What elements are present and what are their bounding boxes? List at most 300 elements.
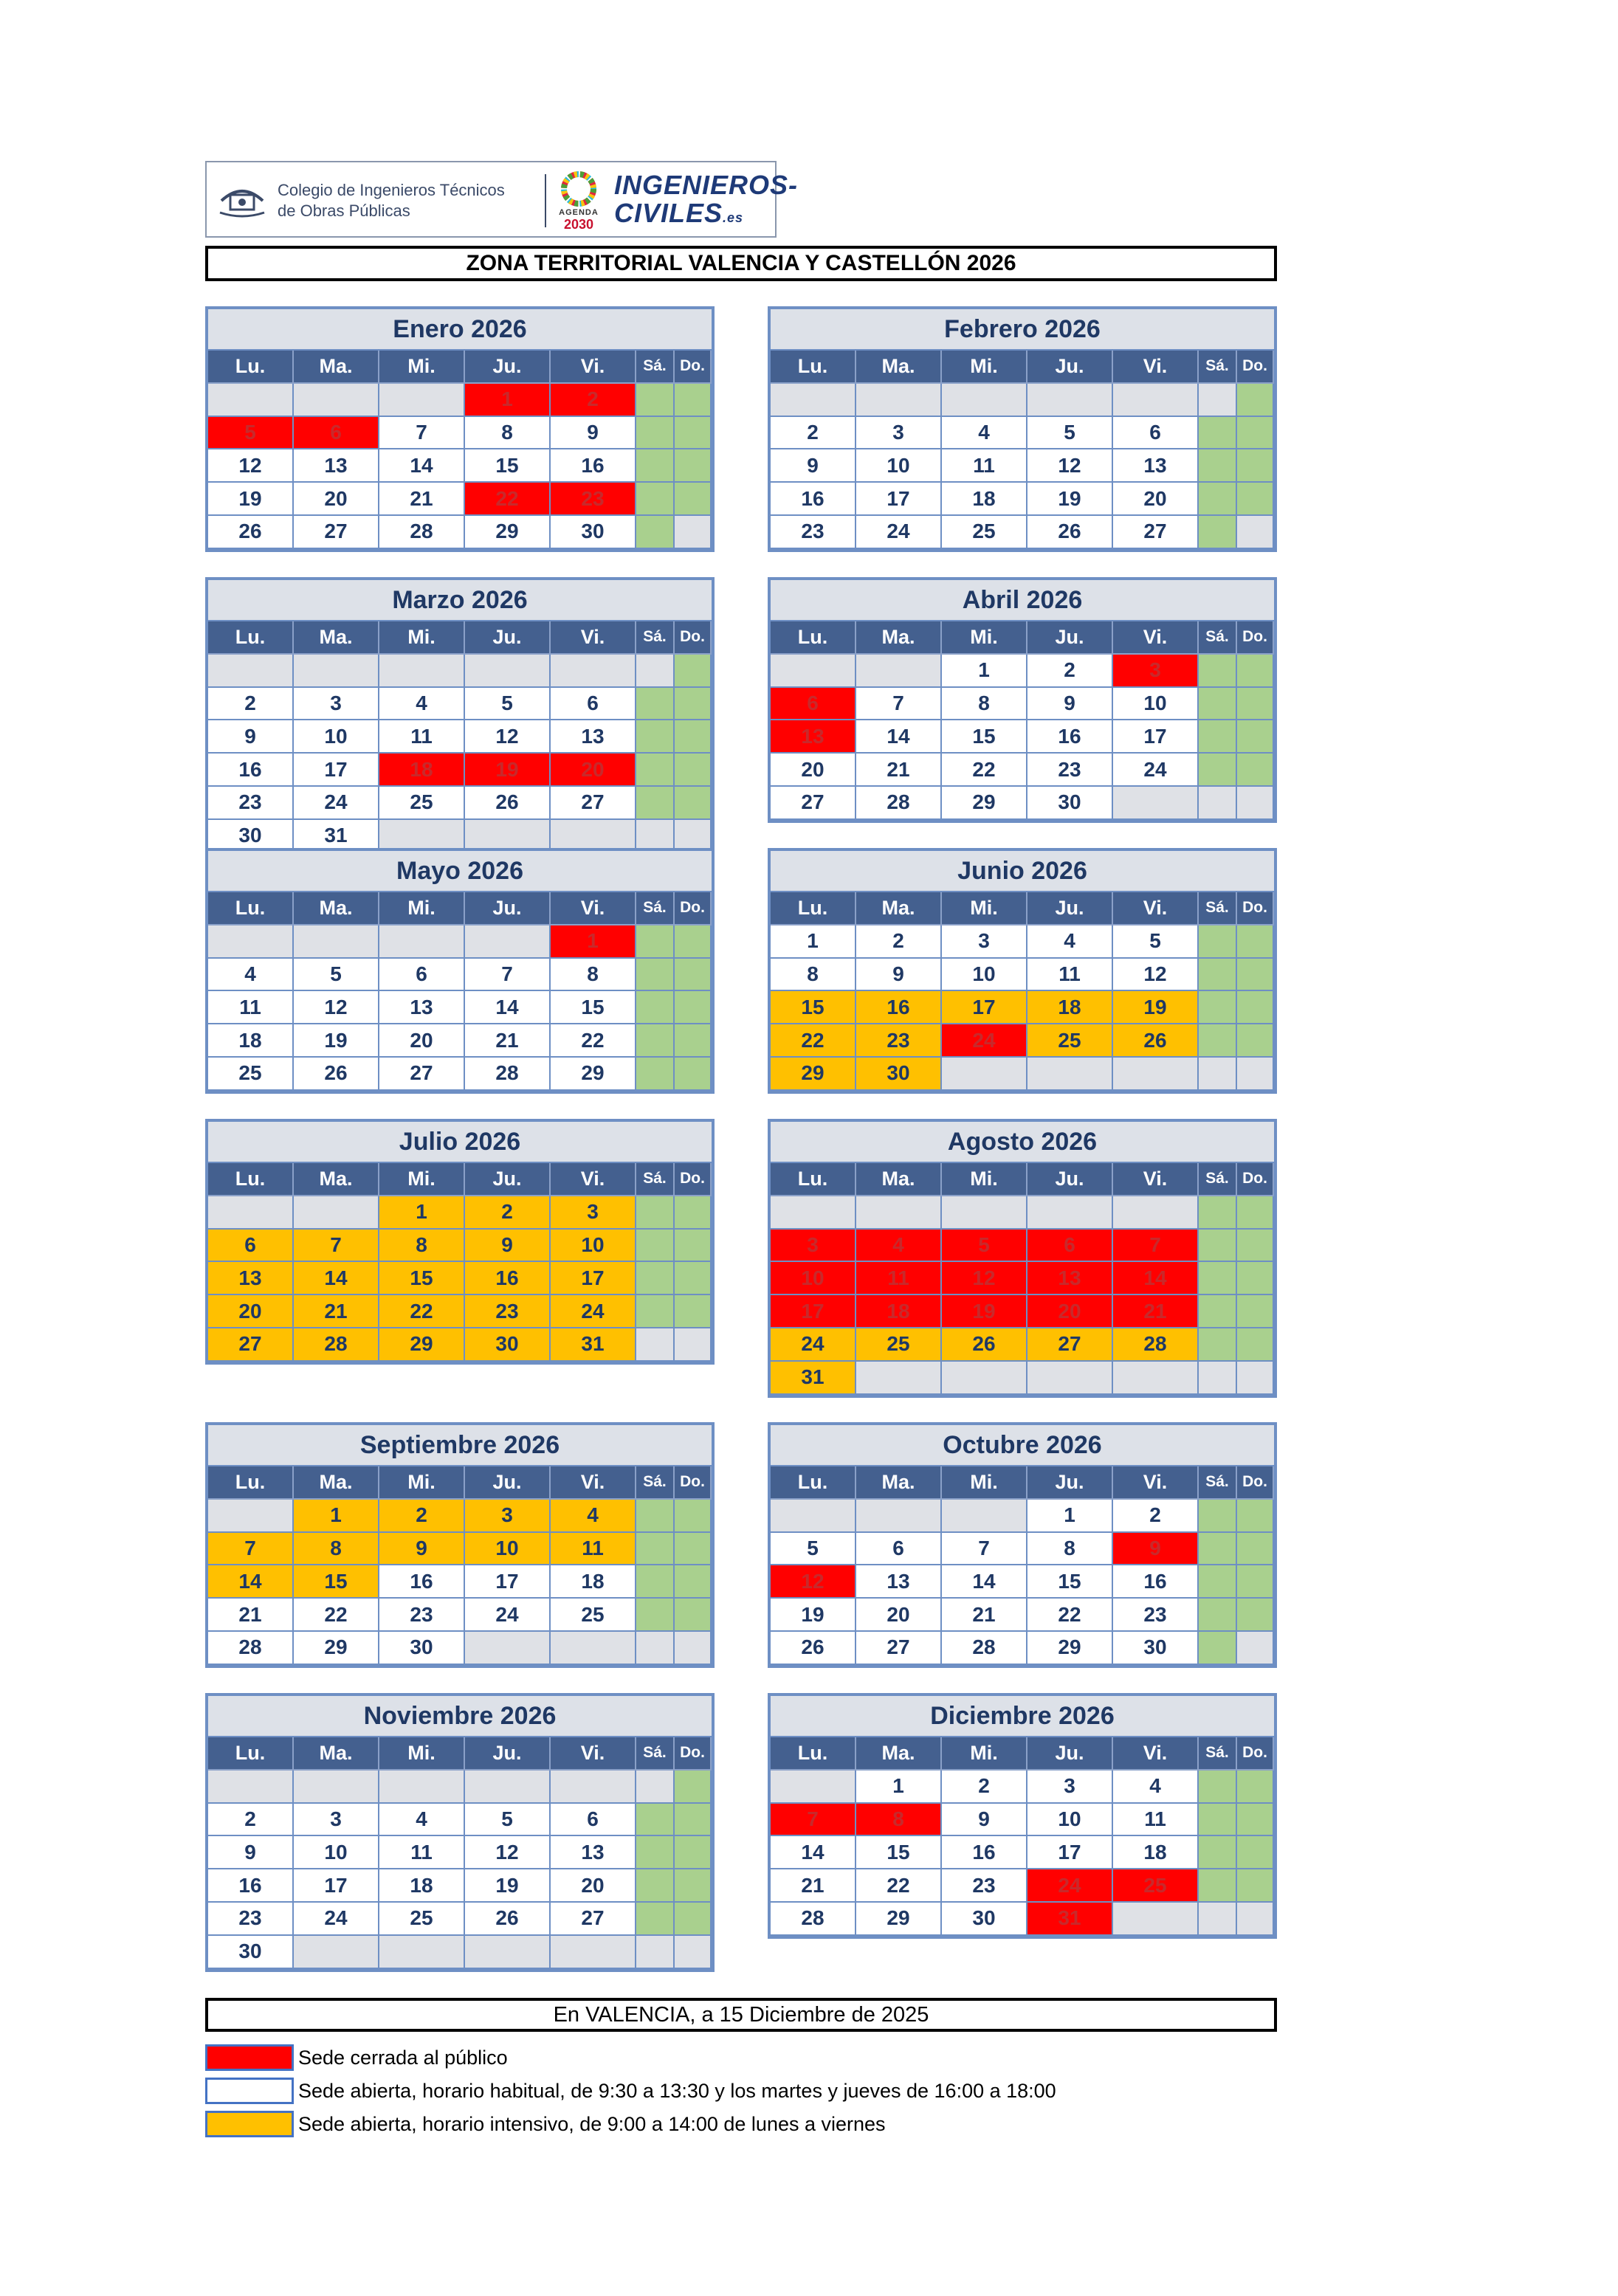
- weekend-cell: [675, 1295, 712, 1328]
- weekend-cell: [636, 1230, 675, 1263]
- day-cell: 16: [208, 754, 294, 787]
- day-cell: 22: [1027, 1599, 1113, 1632]
- day-cell: 26: [294, 1058, 379, 1091]
- weekday-header: Mi.: [379, 1466, 465, 1500]
- weekday-header: Mi.: [942, 1466, 1027, 1500]
- weekday-header: Ju.: [1027, 351, 1113, 384]
- day-cell: 2: [379, 1500, 465, 1533]
- weekend-cell: [675, 417, 712, 450]
- weekend-cell: [1237, 925, 1274, 959]
- day-cell: 18: [942, 483, 1027, 516]
- empty-day-cell: [771, 384, 856, 417]
- empty-day-cell: [1027, 1058, 1113, 1091]
- empty-day-cell: [1199, 384, 1237, 417]
- day-cell: 18: [551, 1565, 636, 1599]
- day-cell: 9: [1027, 688, 1113, 721]
- day-cell: 9: [856, 959, 942, 992]
- day-cell: 3: [771, 1230, 856, 1263]
- day-cell: 17: [294, 754, 379, 787]
- day-cell: 24: [294, 787, 379, 820]
- day-cell: 6: [1113, 417, 1199, 450]
- day-cell: 20: [771, 754, 856, 787]
- day-cell: 30: [551, 516, 636, 549]
- day-cell: 7: [379, 417, 465, 450]
- day-cell: 6: [379, 959, 465, 992]
- day-cell: 7: [771, 1804, 856, 1837]
- day-cell: 28: [465, 1058, 551, 1091]
- weekend-cell: [675, 1903, 712, 1936]
- weekday-header: Ju.: [465, 892, 551, 925]
- day-cell: 5: [942, 1230, 1027, 1263]
- day-cell: 13: [856, 1565, 942, 1599]
- day-cell: 3: [942, 925, 1027, 959]
- day-cell: 27: [551, 787, 636, 820]
- month-title: Junio 2026: [771, 851, 1274, 892]
- empty-day-cell: [942, 1362, 1027, 1395]
- weekday-header: Ma.: [294, 351, 379, 384]
- day-cell: 28: [856, 787, 942, 820]
- day-cell: 30: [942, 1903, 1027, 1936]
- day-cell: 21: [856, 754, 942, 787]
- legend-text: Sede abierta, horario habitual, de 9:30 a 13:30 y los martes y jueves de 16:00 a 18:00: [298, 2080, 1056, 2102]
- day-cell: 1: [856, 1771, 942, 1804]
- weekend-cell: [675, 991, 712, 1024]
- empty-day-cell: [856, 1362, 942, 1395]
- day-cell: 15: [465, 449, 551, 483]
- empty-day-cell: [1199, 1362, 1237, 1395]
- empty-day-cell: [379, 1771, 465, 1804]
- empty-day-cell: [208, 384, 294, 417]
- weekday-header: Sá.: [1199, 1163, 1237, 1196]
- day-cell: 24: [856, 516, 942, 549]
- day-cell: 21: [942, 1599, 1027, 1632]
- day-cell: 12: [1027, 449, 1113, 483]
- month-calendar: [205, 1422, 715, 1668]
- day-cell: 9: [771, 449, 856, 483]
- weekend-cell: [636, 449, 675, 483]
- month-title: Diciembre 2026: [771, 1696, 1274, 1737]
- weekend-cell: [675, 925, 712, 959]
- org-name-line2: de Obras Públicas: [278, 201, 410, 220]
- day-cell: 5: [465, 1804, 551, 1837]
- weekday-header: Ju.: [465, 1466, 551, 1500]
- day-cell: 8: [856, 1804, 942, 1837]
- day-cell: 24: [294, 1903, 379, 1936]
- day-cell: 15: [771, 991, 856, 1024]
- legend-text: Sede abierta, horario intensivo, de 9:00 a 14:00 de lunes a viernes: [298, 2113, 886, 2135]
- day-cell: 1: [465, 384, 551, 417]
- day-cell: 17: [771, 1295, 856, 1328]
- weekend-cell: [1237, 655, 1274, 688]
- empty-day-cell: [1199, 1058, 1237, 1091]
- day-cell: 23: [771, 516, 856, 549]
- weekday-header: Mi.: [379, 621, 465, 655]
- empty-day-cell: [771, 655, 856, 688]
- empty-day-cell: [856, 1196, 942, 1230]
- day-cell: 4: [1027, 925, 1113, 959]
- weekday-header: Vi.: [551, 351, 636, 384]
- empty-day-cell: [1113, 1058, 1199, 1091]
- weekend-cell: [1237, 1262, 1274, 1295]
- weekday-header: Mi.: [379, 351, 465, 384]
- weekend-cell: [636, 1836, 675, 1869]
- weekend-cell: [636, 925, 675, 959]
- weekday-header: Sá.: [1199, 1737, 1237, 1771]
- day-cell: 23: [465, 1295, 551, 1328]
- legend-swatch: [205, 2111, 294, 2137]
- month-day-grid: [771, 1466, 1274, 1665]
- weekday-header: Mi.: [379, 1163, 465, 1196]
- day-cell: 23: [856, 1024, 942, 1058]
- day-cell: 15: [1027, 1565, 1113, 1599]
- month-calendar: [205, 848, 715, 1094]
- day-cell: 16: [1113, 1565, 1199, 1599]
- weekend-cell: [675, 483, 712, 516]
- empty-day-cell: [636, 655, 675, 688]
- day-cell: 3: [551, 1196, 636, 1230]
- empty-day-cell: [856, 1500, 942, 1533]
- day-cell: 5: [208, 417, 294, 450]
- weekend-cell: [636, 417, 675, 450]
- day-cell: 22: [771, 1024, 856, 1058]
- day-cell: 31: [294, 820, 379, 853]
- day-cell: 11: [379, 1836, 465, 1869]
- day-cell: 12: [1113, 959, 1199, 992]
- month-title: Julio 2026: [208, 1122, 712, 1163]
- month-day-grid: [208, 1737, 712, 1969]
- day-cell: 26: [208, 516, 294, 549]
- weekday-header: Mi.: [942, 351, 1027, 384]
- day-cell: 11: [379, 720, 465, 754]
- day-cell: 29: [856, 1903, 942, 1936]
- day-cell: 4: [208, 959, 294, 992]
- day-cell: 13: [771, 720, 856, 754]
- weekday-header: Ju.: [465, 1737, 551, 1771]
- day-cell: 17: [551, 1262, 636, 1295]
- month-day-grid: [771, 892, 1274, 1091]
- weekend-cell: [675, 1230, 712, 1263]
- day-cell: 21: [208, 1599, 294, 1632]
- empty-day-cell: [942, 1196, 1027, 1230]
- weekday-header: Ma.: [294, 892, 379, 925]
- day-cell: 2: [465, 1196, 551, 1230]
- day-cell: 2: [942, 1771, 1027, 1804]
- day-cell: 30: [1113, 1632, 1199, 1665]
- day-cell: 19: [942, 1295, 1027, 1328]
- day-cell: 9: [208, 1836, 294, 1869]
- day-cell: 10: [294, 1836, 379, 1869]
- day-cell: 30: [379, 1632, 465, 1665]
- legend-swatch: [205, 2078, 294, 2104]
- month-title: Septiembre 2026: [208, 1425, 712, 1466]
- empty-day-cell: [379, 384, 465, 417]
- day-cell: 21: [771, 1869, 856, 1903]
- weekend-cell: [636, 1869, 675, 1903]
- org-name: [278, 180, 505, 221]
- weekend-cell: [636, 1024, 675, 1058]
- weekday-header: Ma.: [856, 1737, 942, 1771]
- empty-day-cell: [1199, 1903, 1237, 1936]
- weekend-cell: [1199, 1804, 1237, 1837]
- day-cell: 28: [294, 1328, 379, 1362]
- weekday-header: Do.: [1237, 351, 1274, 384]
- day-cell: 20: [1027, 1295, 1113, 1328]
- weekday-header: Vi.: [551, 1466, 636, 1500]
- day-cell: 6: [771, 688, 856, 721]
- weekend-cell: [1199, 1230, 1237, 1263]
- day-cell: 1: [551, 925, 636, 959]
- weekday-header: Sá.: [636, 351, 675, 384]
- weekday-header: Sá.: [636, 621, 675, 655]
- empty-day-cell: [675, 1328, 712, 1362]
- day-cell: 3: [294, 1804, 379, 1837]
- empty-day-cell: [551, 1632, 636, 1665]
- month-day-grid: [208, 892, 712, 1091]
- day-cell: 1: [942, 655, 1027, 688]
- day-cell: 6: [856, 1533, 942, 1566]
- day-cell: 6: [551, 1804, 636, 1837]
- day-cell: 26: [771, 1632, 856, 1665]
- weekday-header: Lu.: [208, 1737, 294, 1771]
- weekday-header: Lu.: [771, 1737, 856, 1771]
- day-cell: 16: [465, 1262, 551, 1295]
- weekday-header: Lu.: [208, 621, 294, 655]
- weekday-header: Sá.: [1199, 1466, 1237, 1500]
- month-title: Febrero 2026: [771, 309, 1274, 351]
- day-cell: 11: [208, 991, 294, 1024]
- weekend-cell: [636, 720, 675, 754]
- empty-day-cell: [675, 1632, 712, 1665]
- day-cell: 14: [771, 1836, 856, 1869]
- weekend-cell: [636, 1599, 675, 1632]
- day-cell: 10: [771, 1262, 856, 1295]
- day-cell: 1: [1027, 1500, 1113, 1533]
- weekday-header: Lu.: [771, 892, 856, 925]
- weekday-header: Mi.: [379, 1737, 465, 1771]
- day-cell: 17: [1113, 720, 1199, 754]
- empty-day-cell: [1237, 1058, 1274, 1091]
- empty-day-cell: [465, 655, 551, 688]
- day-cell: 8: [942, 688, 1027, 721]
- day-cell: 9: [551, 417, 636, 450]
- day-cell: 13: [1113, 449, 1199, 483]
- day-cell: 19: [1113, 991, 1199, 1024]
- weekend-cell: [1199, 417, 1237, 450]
- brand-logo: [614, 171, 798, 232]
- day-cell: 16: [1027, 720, 1113, 754]
- day-cell: 23: [208, 787, 294, 820]
- day-cell: 16: [379, 1565, 465, 1599]
- day-cell: 11: [1113, 1804, 1199, 1837]
- day-cell: 4: [379, 1804, 465, 1837]
- weekend-cell: [1199, 1295, 1237, 1328]
- day-cell: 9: [208, 720, 294, 754]
- day-cell: 3: [465, 1500, 551, 1533]
- empty-day-cell: [465, 1771, 551, 1804]
- college-emblem-icon: [217, 179, 267, 220]
- month-calendar: [768, 306, 1277, 552]
- empty-day-cell: [465, 925, 551, 959]
- month-title: Enero 2026: [208, 309, 712, 351]
- day-cell: 21: [465, 1024, 551, 1058]
- weekday-header: Lu.: [771, 621, 856, 655]
- day-cell: 20: [856, 1599, 942, 1632]
- day-cell: 28: [379, 516, 465, 549]
- page-title: ZONA TERRITORIAL VALENCIA Y CASTELLÓN 2026: [205, 246, 1277, 281]
- empty-day-cell: [551, 655, 636, 688]
- day-cell: 18: [1027, 991, 1113, 1024]
- empty-day-cell: [1027, 1362, 1113, 1395]
- month-day-grid: [771, 351, 1274, 549]
- day-cell: 18: [856, 1295, 942, 1328]
- day-cell: 7: [208, 1533, 294, 1566]
- weekday-header: Do.: [675, 1163, 712, 1196]
- day-cell: 25: [208, 1058, 294, 1091]
- day-cell: 10: [465, 1533, 551, 1566]
- day-cell: 25: [856, 1328, 942, 1362]
- day-cell: 23: [942, 1869, 1027, 1903]
- day-cell: 14: [942, 1565, 1027, 1599]
- empty-day-cell: [551, 1771, 636, 1804]
- day-cell: 2: [1113, 1500, 1199, 1533]
- weekday-header: Ju.: [1027, 892, 1113, 925]
- weekend-cell: [1199, 1869, 1237, 1903]
- weekend-cell: [636, 959, 675, 992]
- month-day-grid: [208, 1466, 712, 1665]
- day-cell: 16: [208, 1869, 294, 1903]
- day-cell: 13: [294, 449, 379, 483]
- day-cell: 28: [771, 1903, 856, 1936]
- weekend-cell: [1237, 1328, 1274, 1362]
- weekend-cell: [1237, 1804, 1274, 1837]
- weekday-header: Vi.: [1113, 1466, 1199, 1500]
- weekend-cell: [675, 1565, 712, 1599]
- day-cell: 9: [942, 1804, 1027, 1837]
- day-cell: 19: [1027, 483, 1113, 516]
- month-title: Agosto 2026: [771, 1122, 1274, 1163]
- day-cell: 15: [379, 1262, 465, 1295]
- weekend-cell: [636, 384, 675, 417]
- empty-day-cell: [636, 1936, 675, 1969]
- day-cell: 16: [856, 991, 942, 1024]
- day-cell: 5: [1027, 417, 1113, 450]
- day-cell: 8: [294, 1533, 379, 1566]
- day-cell: 3: [856, 417, 942, 450]
- weekday-header: Sá.: [1199, 621, 1237, 655]
- empty-day-cell: [1113, 1196, 1199, 1230]
- day-cell: 24: [771, 1328, 856, 1362]
- day-cell: 20: [551, 754, 636, 787]
- day-cell: 26: [942, 1328, 1027, 1362]
- empty-day-cell: [379, 925, 465, 959]
- day-cell: 11: [942, 449, 1027, 483]
- day-cell: 12: [465, 720, 551, 754]
- empty-day-cell: [465, 1936, 551, 1969]
- day-cell: 15: [294, 1565, 379, 1599]
- month-calendar: [768, 577, 1277, 823]
- day-cell: 1: [379, 1196, 465, 1230]
- empty-day-cell: [942, 1500, 1027, 1533]
- empty-day-cell: [294, 1936, 379, 1969]
- day-cell: 6: [208, 1230, 294, 1263]
- day-cell: 5: [1113, 925, 1199, 959]
- weekday-header: Lu.: [208, 1466, 294, 1500]
- weekday-header: Vi.: [551, 892, 636, 925]
- day-cell: 25: [1113, 1869, 1199, 1903]
- day-cell: 6: [1027, 1230, 1113, 1263]
- day-cell: 29: [942, 787, 1027, 820]
- brand-name-2: CIVILES: [614, 198, 723, 228]
- weekend-cell: [1199, 1836, 1237, 1869]
- day-cell: 7: [294, 1230, 379, 1263]
- empty-day-cell: [208, 1771, 294, 1804]
- weekday-header: Ma.: [294, 621, 379, 655]
- day-cell: 11: [551, 1533, 636, 1566]
- empty-day-cell: [1237, 1632, 1274, 1665]
- weekend-cell: [636, 516, 675, 549]
- month-calendar: [205, 306, 715, 552]
- day-cell: 4: [379, 688, 465, 721]
- day-cell: 25: [942, 516, 1027, 549]
- weekend-cell: [636, 1500, 675, 1533]
- weekend-cell: [1199, 991, 1237, 1024]
- weekend-cell: [675, 1771, 712, 1804]
- day-cell: 17: [856, 483, 942, 516]
- weekend-cell: [636, 787, 675, 820]
- empty-day-cell: [208, 925, 294, 959]
- weekday-header: Ju.: [465, 621, 551, 655]
- day-cell: 20: [208, 1295, 294, 1328]
- day-cell: 14: [294, 1262, 379, 1295]
- weekend-cell: [675, 1500, 712, 1533]
- empty-day-cell: [208, 1500, 294, 1533]
- weekend-cell: [1237, 1500, 1274, 1533]
- day-cell: 22: [551, 1024, 636, 1058]
- weekend-cell: [636, 1804, 675, 1837]
- weekend-cell: [636, 483, 675, 516]
- empty-day-cell: [294, 1771, 379, 1804]
- agenda-2030-ring-icon: [560, 170, 598, 208]
- empty-day-cell: [294, 1196, 379, 1230]
- weekday-header: Sá.: [1199, 892, 1237, 925]
- weekend-cell: [675, 1533, 712, 1566]
- weekday-header: Ma.: [856, 351, 942, 384]
- day-cell: 3: [294, 688, 379, 721]
- weekday-header: Vi.: [1113, 1737, 1199, 1771]
- month-title: Marzo 2026: [208, 580, 712, 621]
- empty-day-cell: [636, 1328, 675, 1362]
- day-cell: 12: [465, 1836, 551, 1869]
- day-cell: 22: [856, 1869, 942, 1903]
- empty-day-cell: [1237, 1362, 1274, 1395]
- day-cell: 23: [1113, 1599, 1199, 1632]
- empty-day-cell: [208, 1196, 294, 1230]
- day-cell: 17: [294, 1869, 379, 1903]
- empty-day-cell: [636, 1771, 675, 1804]
- weekend-cell: [636, 754, 675, 787]
- weekend-cell: [1237, 1599, 1274, 1632]
- day-cell: 27: [771, 787, 856, 820]
- day-cell: 21: [379, 483, 465, 516]
- weekend-cell: [1237, 1295, 1274, 1328]
- weekend-cell: [1237, 1565, 1274, 1599]
- day-cell: 11: [856, 1262, 942, 1295]
- weekend-cell: [675, 384, 712, 417]
- day-cell: 24: [1027, 1869, 1113, 1903]
- day-cell: 30: [208, 1936, 294, 1969]
- month-day-grid: [771, 621, 1274, 820]
- day-cell: 20: [551, 1869, 636, 1903]
